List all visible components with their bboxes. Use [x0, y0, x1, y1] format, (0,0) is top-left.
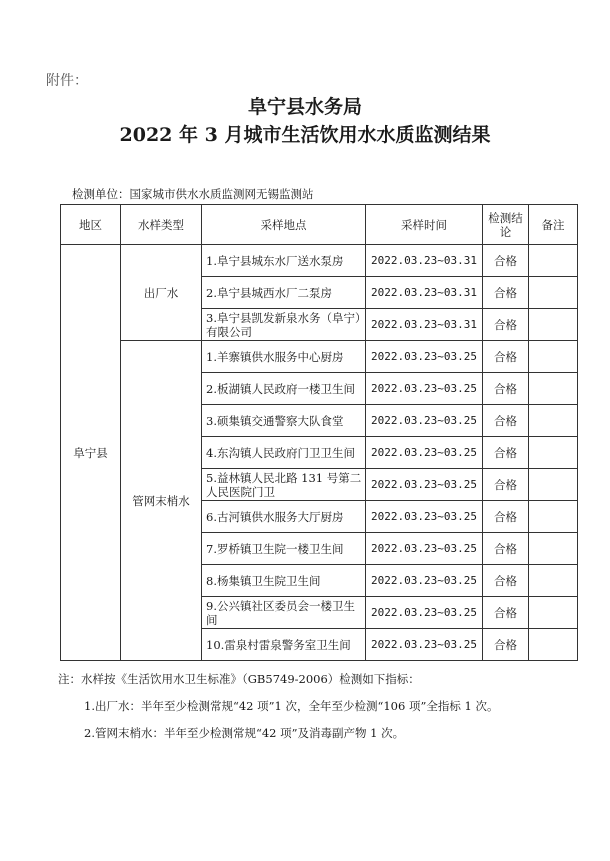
time-cell: 2022.03.23~03.25 [366, 437, 483, 469]
result-cell: 合格 [483, 501, 529, 533]
site-cell: 3.硕集镇交通警察大队食堂 [202, 405, 366, 437]
site-cell: 9.公兴镇社区委员会一楼卫生间 [202, 597, 366, 629]
region-cell: 阜宁县 [61, 245, 121, 661]
table-row [61, 341, 578, 373]
remark-cell [529, 373, 578, 405]
page-title: 阜宁县水务局 [247, 96, 362, 118]
remark-cell [529, 501, 578, 533]
time-cell: 2022.03.23~03.25 [366, 597, 483, 629]
header-sampling-time: 采样时间 [366, 205, 483, 245]
remark-cell [529, 405, 578, 437]
time-cell: 2022.03.23~03.25 [366, 341, 483, 373]
header-sampling-site: 采样地点 [202, 205, 366, 245]
site-cell: 10.雷泉村雷泉警务室卫生间 [202, 629, 366, 661]
time-cell: 2022.03.23~03.31 [366, 245, 483, 277]
testing-unit: 检测单位：国家城市供水水质监测网无锡监测站 [72, 187, 314, 201]
time-cell: 2022.03.23~03.25 [366, 469, 483, 501]
table-row [61, 245, 578, 277]
remark-cell [529, 309, 578, 341]
header-region: 地区 [61, 205, 121, 245]
header-sample-type: 水样类型 [121, 205, 202, 245]
site-cell: 1.羊寨镇供水服务中心厨房 [202, 341, 366, 373]
results-table [60, 204, 578, 661]
result-cell: 合格 [483, 309, 529, 341]
site-cell: 5.益林镇人民北路 131 号第二人民医院门卫 [202, 469, 366, 501]
result-cell: 合格 [483, 245, 529, 277]
site-cell: 2.阜宁县城西水厂二泵房 [202, 277, 366, 309]
time-cell: 2022.03.23~03.25 [366, 501, 483, 533]
remark-cell [529, 533, 578, 565]
remark-cell [529, 437, 578, 469]
notes-intro: 注：水样按《生活饮用水卫生标准》（GB5749-2006）检测如下指标： [58, 672, 420, 686]
sample-type-cell: 管网末梢水 [121, 341, 202, 661]
remark-cell [529, 469, 578, 501]
remark-cell [529, 629, 578, 661]
site-cell: 1.阜宁县城东水厂送水泵房 [202, 245, 366, 277]
site-cell: 4.东沟镇人民政府门卫卫生间 [202, 437, 366, 469]
result-cell: 合格 [483, 437, 529, 469]
time-cell: 2022.03.23~03.31 [366, 277, 483, 309]
result-cell: 合格 [483, 405, 529, 437]
time-cell: 2022.03.23~03.25 [366, 405, 483, 437]
result-cell: 合格 [483, 469, 529, 501]
header-remark: 备注 [529, 205, 578, 245]
remark-cell [529, 245, 578, 277]
result-cell: 合格 [483, 341, 529, 373]
site-cell: 3.阜宁县凯发新泉水务（阜宁）有限公司 [202, 309, 366, 341]
note-item-2: 2.管网末梢水：半年至少检测常规“42 项”及消毒副产物 1 次。 [84, 726, 405, 740]
result-cell: 合格 [483, 533, 529, 565]
time-cell: 2022.03.23~03.31 [366, 309, 483, 341]
site-cell: 7.罗桥镇卫生院一楼卫生间 [202, 533, 366, 565]
result-cell: 合格 [483, 629, 529, 661]
remark-cell [529, 565, 578, 597]
site-cell: 2.板湖镇人民政府一楼卫生间 [202, 373, 366, 405]
table-header-row [61, 205, 578, 245]
note-item-1: 1.出厂水：半年至少检测常规“42 项”1 次，全年至少检测“106 项”全指标 1 次。 [84, 699, 499, 713]
site-cell: 8.杨集镇卫生院卫生间 [202, 565, 366, 597]
remark-cell [529, 597, 578, 629]
attachment-label: 附件： [46, 73, 88, 89]
page-subtitle: 2022 年 3 月城市生活饮用水水质监测结果 [119, 124, 491, 146]
time-cell: 2022.03.23~03.25 [366, 533, 483, 565]
result-cell: 合格 [483, 277, 529, 309]
time-cell: 2022.03.23~03.25 [366, 373, 483, 405]
remark-cell [529, 277, 578, 309]
time-cell: 2022.03.23~03.25 [366, 565, 483, 597]
result-cell: 合格 [483, 373, 529, 405]
site-cell: 6.古河镇供水服务大厅厨房 [202, 501, 366, 533]
sample-type-cell: 出厂水 [121, 245, 202, 341]
result-cell: 合格 [483, 565, 529, 597]
result-cell: 合格 [483, 597, 529, 629]
time-cell: 2022.03.23~03.25 [366, 629, 483, 661]
header-result: 检测结论 [483, 205, 529, 245]
remark-cell [529, 341, 578, 373]
